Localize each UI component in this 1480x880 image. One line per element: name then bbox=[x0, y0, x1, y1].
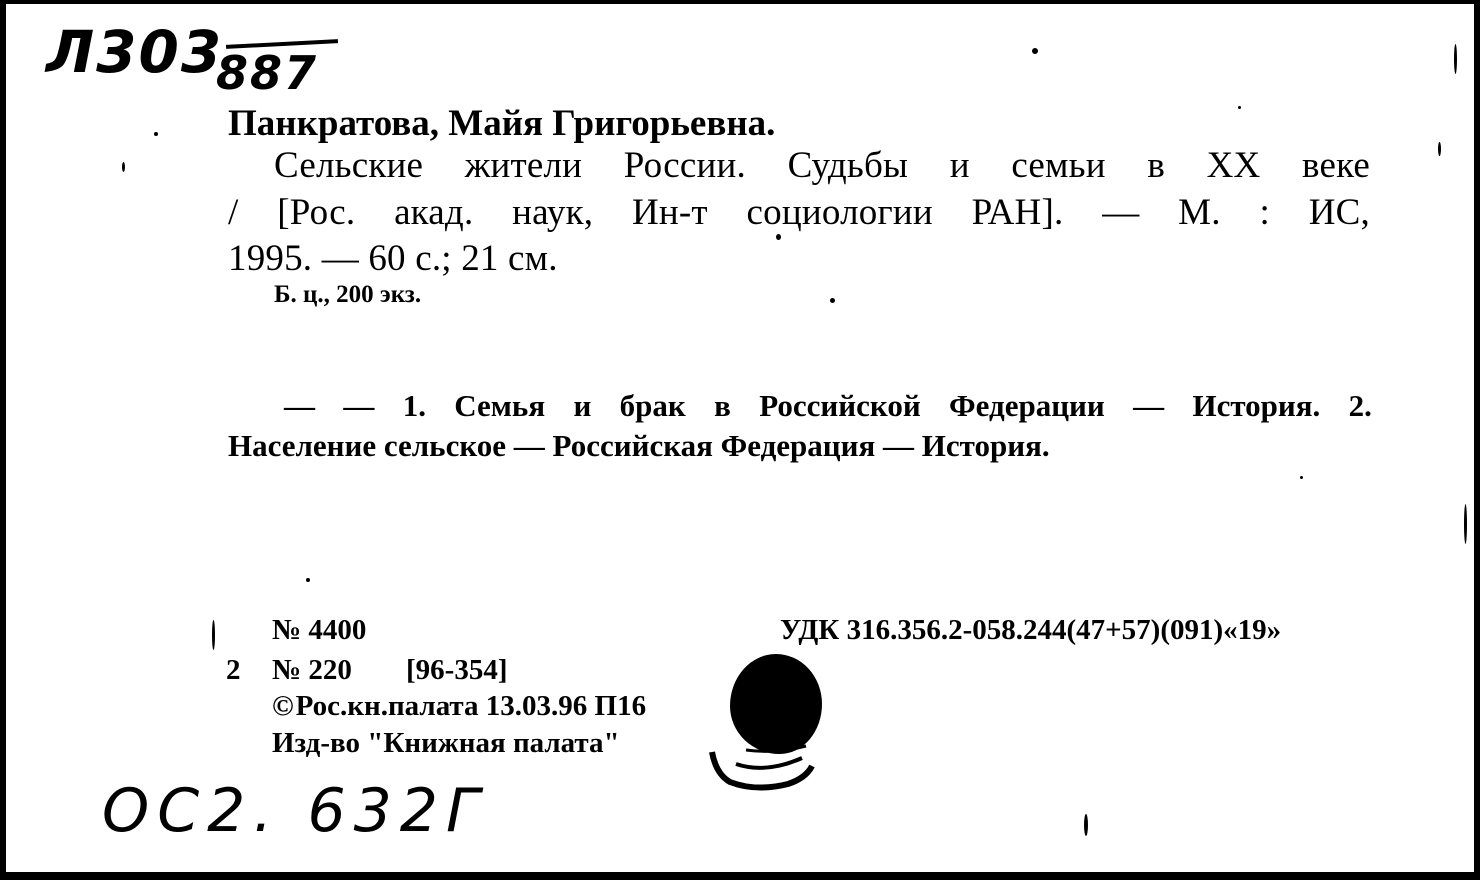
scan-speck bbox=[1300, 476, 1303, 479]
scan-speck bbox=[154, 132, 158, 136]
scan-speck bbox=[1438, 142, 1441, 156]
copyright-icon: © bbox=[272, 690, 294, 722]
word: : bbox=[1259, 192, 1270, 233]
imprint-line: 1995. — 60 с.; 21 см. bbox=[228, 238, 558, 279]
word: РАН]. bbox=[971, 192, 1064, 233]
scan-speck bbox=[1032, 48, 1038, 54]
word: брак bbox=[619, 388, 686, 423]
handwritten-shelf-number: 887 bbox=[216, 46, 319, 100]
scan-speck bbox=[122, 162, 125, 172]
word: семьи bbox=[1011, 145, 1106, 186]
scan-speck bbox=[306, 578, 310, 582]
scan-speck bbox=[1238, 106, 1241, 109]
publisher-line: Изд-во "Книжная палата" bbox=[272, 727, 620, 759]
subjects-line-2: Население сельское — Российская Федерация — История. bbox=[228, 428, 1050, 463]
scan-speck bbox=[1454, 44, 1457, 74]
word: в bbox=[1147, 145, 1165, 186]
word: в bbox=[714, 388, 731, 423]
word: — bbox=[1133, 388, 1165, 423]
word: Ин-т bbox=[631, 192, 708, 233]
udk-code: УДК 316.356.2-058.244(47+57)(091)«19» bbox=[780, 614, 1282, 646]
word: веке bbox=[1302, 145, 1370, 186]
word: ИС, bbox=[1308, 192, 1370, 233]
word: жители bbox=[464, 145, 583, 186]
word: XX bbox=[1206, 145, 1261, 186]
word: / bbox=[228, 192, 239, 233]
scan-speck bbox=[1084, 814, 1088, 836]
word: М. bbox=[1178, 192, 1221, 233]
word: акад. bbox=[394, 192, 474, 233]
word: и bbox=[949, 145, 970, 186]
price-and-copies: Б. ц., 200 экз. bbox=[274, 281, 422, 308]
catalog-card bbox=[6, 4, 1474, 872]
handwritten-shelf-mark: Л303 bbox=[46, 18, 224, 86]
title-line-1 bbox=[274, 144, 1370, 187]
word: — bbox=[343, 388, 375, 423]
word: наук, bbox=[512, 192, 594, 233]
word: Федерации bbox=[949, 388, 1105, 423]
word: Судьбы bbox=[787, 145, 909, 186]
word: социологии bbox=[746, 192, 933, 233]
scan-speck bbox=[212, 620, 215, 650]
secondary-number: № 220 bbox=[272, 654, 352, 686]
ink-blot bbox=[730, 654, 822, 754]
card-code: [96-354] bbox=[406, 654, 508, 686]
word: 2. bbox=[1348, 388, 1372, 423]
word: [Рос. bbox=[277, 192, 356, 233]
copyright-line bbox=[272, 690, 646, 723]
scan-speck bbox=[1464, 504, 1467, 544]
word: 1. bbox=[402, 388, 426, 423]
word: Сельские bbox=[274, 145, 424, 186]
scan-speck bbox=[776, 234, 781, 240]
word: История. bbox=[1192, 388, 1321, 423]
ink-smudge bbox=[706, 744, 816, 794]
author-heading: Панкратова, Майя Григорьевна. bbox=[228, 103, 776, 144]
copy-count-prefix: 2 bbox=[226, 654, 241, 686]
scan-speck bbox=[830, 298, 835, 303]
word: — bbox=[1102, 192, 1140, 233]
word: России. bbox=[623, 145, 746, 186]
record-number: № 4400 bbox=[272, 614, 367, 646]
word: и bbox=[573, 388, 592, 423]
title-line-2 bbox=[228, 191, 1370, 234]
word: Российской bbox=[759, 388, 921, 423]
word: — bbox=[284, 388, 315, 423]
handwritten-storage-code: ОС2. 632Г bbox=[102, 776, 488, 846]
word: Семья bbox=[454, 388, 546, 423]
copyright-text: Рос.кн.палата 13.03.96 П16 bbox=[295, 690, 647, 722]
subjects-line-1 bbox=[284, 388, 1372, 424]
